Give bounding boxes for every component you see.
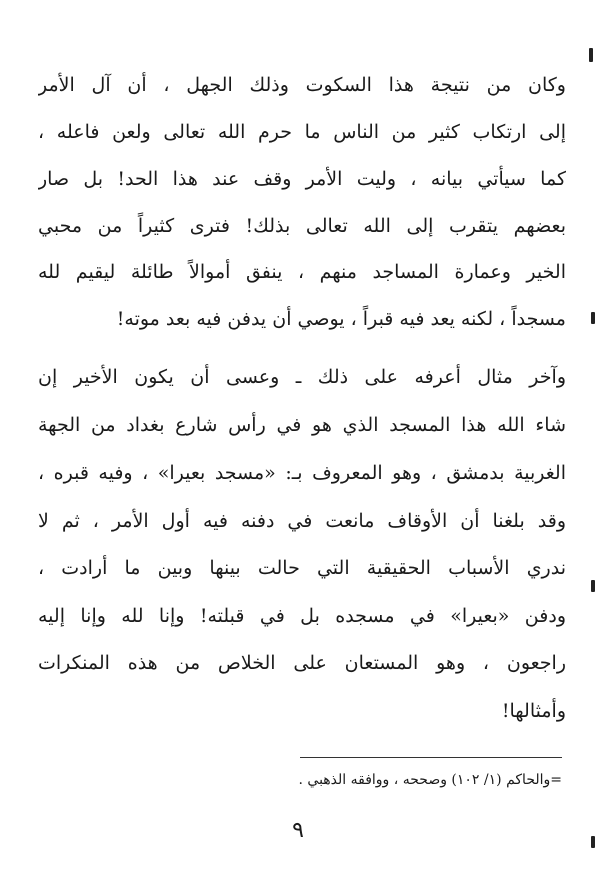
body-line-5: الخير وعمارة المساجد منهم ، ينفق أموالاً طائلة ليقيم لله xyxy=(38,261,566,283)
page-edge-mark xyxy=(589,48,593,62)
page-number: ٩ xyxy=(292,818,304,843)
body-line-1: وكان من نتيجة هذا السكوت وذلك الجهل ، أن آل الأمر xyxy=(38,74,566,96)
body-line-13: راجعون ، وهو المستعان على الخلاص من هذه المنكرات xyxy=(38,652,566,674)
footnote-text: =والحاكم (١/ ١٠٢) وصححه ، ووافقه الذهبي . xyxy=(298,772,562,788)
body-line-14: وأمثالها! xyxy=(501,700,566,722)
footnote-divider xyxy=(300,757,562,758)
body-line-7: وآخر مثال أعرفه على ذلك ـ وعسى أن يكون الأخير إن xyxy=(38,366,566,388)
page-edge-mark xyxy=(591,580,595,592)
body-line-12: ودفن «بعيرا» في مسجده بل في قبلته! وإنا لله وإنا إليه xyxy=(38,605,566,627)
body-line-6: مسجداً ، لكنه يعد فيه قبراً ، يوصي أن يدفن فيه بعد موته! xyxy=(116,308,566,330)
page-edge-mark xyxy=(591,312,595,324)
body-line-3: كما سيأتي بيانه ، وليت الأمر وقف عند هذا الحد! بل صار xyxy=(38,168,566,190)
body-line-10: وقد بلغنا أن الأوقاف مانعت في دفنه فيه أول الأمر ، ثم لا xyxy=(38,510,566,532)
page-edge-mark xyxy=(591,836,595,848)
body-line-2: إلى ارتكاب كثير من الناس ما حرم الله تعالى ولعن فاعله ، xyxy=(38,121,566,143)
body-line-4: بعضهم يتقرب إلى الله تعالى بذلك! فترى كثيراً من محبي xyxy=(38,215,566,237)
body-line-9: الغربية بدمشق ، وهو المعروف بـ: «مسجد بعيرا» ، وفيه قبره ، xyxy=(38,462,566,484)
body-line-8: شاء الله هذا المسجد الذي هو في رأس شارع بغداد من الجهة xyxy=(38,414,566,436)
body-line-11: ندري الأسباب الحقيقية التي حالت بينها وبين ما أرادت ، xyxy=(38,557,566,579)
